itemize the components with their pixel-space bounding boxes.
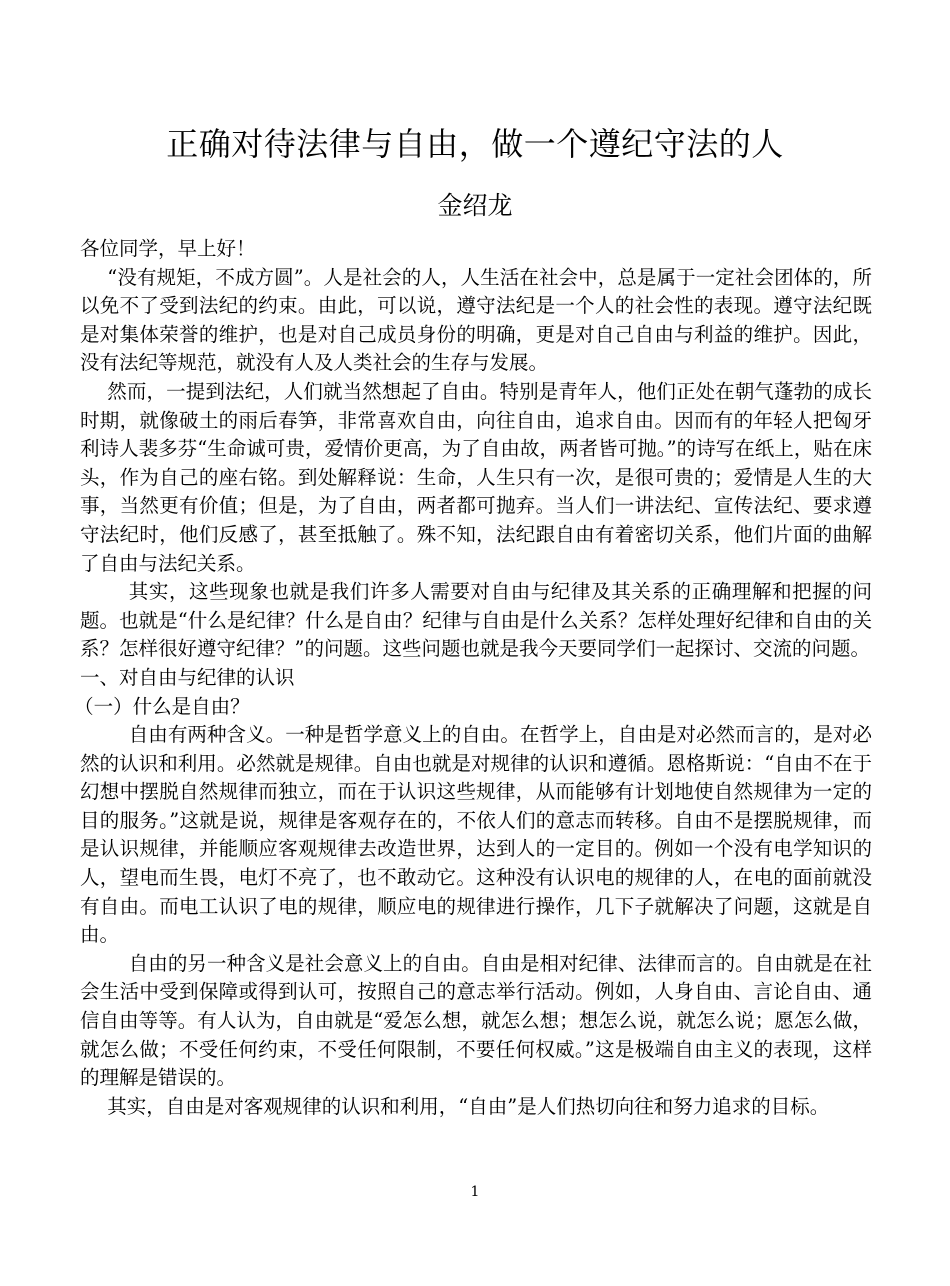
page-number: 1 — [470, 1184, 480, 1200]
paragraph: 其实，自由是对客观规律的认识和利用，“自由”是人们热切向往和努力追求的目标。 — [107, 1094, 830, 1118]
paragraph: 然而，一提到法纪，人们就当然想起了自由。特别是青年人，他们正处在朝气蓬勃的成长时期，就像破土的雨后春笋，非常喜欢自由，向往自由，追求自由。因而有的年轻人把匈牙利诗人裴多芬“生命诚可贵，爱情价更高，为了自由故，两者皆可抛。”的诗写在纸上，贴在床头，作为自己的座右铭。到处解释说：生命，人生只有一次，是很可贵的；爱情是人生的大事，当然更有价值；但是，为了自由，两者都可抛弃。当人们一讲法纪、宣传法纪、要求遵守法纪时，他们反感了，甚至抵触了。殊不知，法纪跟自由有着密切关系，他们片面的曲解了自由与法纪关系。 — [80, 379, 872, 575]
paragraph: 自由有两种含义。一种是哲学意义上的自由。在哲学上，自由是对必然而言的，是对必然的认识和利用。必然就是规律。自由也就是对规律的认识和遵循。恩格斯说：“自由不在于幻想中摆脱自然规律而独立，而在于认识这些规律，从而能够有计划地使自然规律为一定的目的服务。”这就是说，规律是客观存在的，不依人们的意志而转移。自由不是摆脱规律，而是认识规律，并能顺应客观规律去改造世界，达到人的一定目的。例如一个没有电学知识的人，望电而生畏，电灯不亮了，也不敢动它。这种没有认识电的规律的人，在电的面前就没有自由。而电工认识了电的规律，顺应电的规律进行操作，几下子就解决了问题，这就是自由。 — [80, 723, 872, 947]
subsection-heading: （一）什么是自由？ — [74, 694, 250, 718]
greeting: 各位同学，早上好！ — [80, 237, 256, 260]
paragraph: 其实，这些现象也就是我们许多人需要对自由与纪律及其关系的正确理解和把握的问题。也就是“什么是纪律？什么是自由？纪律与自由是什么关系？怎样处理好纪律和自由的关系？怎样很好遵守纪律？”的问题。这些问题也就是我今天要同学们一起探讨、交流的问题。 — [80, 580, 872, 661]
document-title: 正确对待法律与自由，做一个遵纪守法的人 — [166, 125, 784, 163]
paragraph: “没有规矩，不成方圆”。人是社会的人，人生活在社会中，总是属于一定社会团体的，所以免不了受到法纪的约束。由此，可以说，遵守法纪是一个人的社会性的表现。遵守法纪既是对集体荣誉的维护，也是对自己成员身份的明确，更是对自己自由与利益的维护。因此，没有法纪等规范，就没有人及人类社会的生存与发展。 — [80, 265, 872, 375]
document-body — [74, 235, 872, 1121]
section-heading: 一、对自由与纪律的认识 — [80, 665, 295, 689]
author-name: 金绍龙 — [437, 191, 513, 220]
paragraph: 自由的另一种含义是社会意义上的自由。自由是相对纪律、法律而言的。自由就是在社会生活中受到保障或得到认可，按照自己的意志举行活动。例如，人身自由、言论自由、通信自由等等。有人认为，自由就是“爱怎么想，就怎么想；想怎么说，就怎么说；愿怎么做，就怎么做；不受任何约束，不受任何限制，不要任何权威。”这是极端自由主义的表现，这样的理解是错误的。 — [80, 951, 872, 1090]
